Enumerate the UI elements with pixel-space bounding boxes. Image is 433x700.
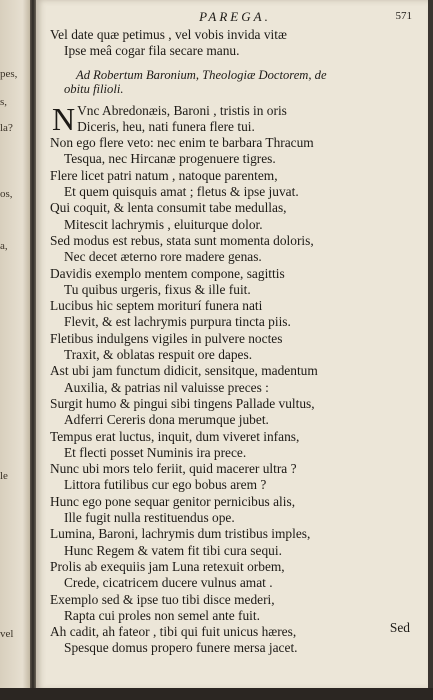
poem-line: Davidis exemplo mentem compone, sagittis <box>50 265 285 281</box>
poem-line: Hunc Regem & vatem fit tibi cura sequi. <box>64 542 282 558</box>
poem-line: Et quem quisquis amat ; fletus & ipse juvat. <box>64 184 299 200</box>
poem-opening <box>50 100 420 137</box>
poem-line: Vnc Abredonæis, Baroni , tristis in oris <box>77 102 287 118</box>
previous-page-edge <box>0 0 32 700</box>
poem-line: Traxit, & oblatas respuit ore dapes. <box>64 347 253 363</box>
poem-line: Exemplo sed & ipse tuo tibi disce mederi, <box>50 591 275 607</box>
previous-page-fragment: s, <box>0 96 8 108</box>
poem-lines <box>50 135 420 657</box>
bottom-shadow <box>0 688 433 700</box>
poem-heading <box>50 68 420 97</box>
heading-line: Ad Robertum Baronium, Theologiæ Doctorem, de <box>76 67 327 82</box>
previous-page-fragment: pes, <box>0 68 18 80</box>
opening-lines <box>50 27 420 60</box>
previous-page-fragment: vel <box>0 628 14 640</box>
poem-line: Ah cadit, ah fateor , tibi qui fuit unicus hæres, <box>50 624 297 640</box>
poem-line: Prolis ab exequiis jam Luna retexuit orbem, <box>50 558 285 574</box>
poem-line: Diceris, heu, nati funera flere tui. <box>77 118 255 134</box>
poem-line: Flevit, & est lachrymis purpura tincta piis. <box>64 314 291 330</box>
poem-line: Qui coquit, & lenta consumit tabe medullas, <box>50 200 287 216</box>
verse-line: Vel date quæ petimus , vel vobis invida vitæ <box>50 27 287 42</box>
poem-line: Spesque domus propero funere mersa jacet. <box>64 640 298 656</box>
poem-line: Auxilia, & patrias nil valuisse preces : <box>64 379 269 395</box>
poem-line: Rapta cui proles non semel ante fuit. <box>64 607 260 623</box>
catchword: Sed <box>389 620 410 635</box>
poem-line: Surgit humo & pingui sibi tingens Pallade vultus, <box>50 395 315 411</box>
poem-line: Non ego flere veto: nec enim te barbara Thracum <box>50 135 314 151</box>
poem-line: Adferri Cereris dona merumque jubet. <box>64 412 269 428</box>
poem-line: Hunc ego pone sequar genitor pernicibus alis, <box>50 493 296 509</box>
poem-body <box>50 100 420 657</box>
page-header <box>56 9 414 27</box>
running-head: PAREGA. <box>199 9 271 24</box>
poem-line: Crede, cicatricem ducere vulnus amat . <box>64 575 273 591</box>
poem-line: Tempus erat luctus, inquit, dum viveret infans, <box>50 428 300 444</box>
previous-page-fragment: la? <box>0 122 13 134</box>
poem-line: Sed modus est rebus, stata sunt momenta doloris, <box>50 232 314 248</box>
poem-line: Nec decet æterno rore madere genas. <box>64 249 262 265</box>
heading-line: obitu filioli. <box>64 82 124 97</box>
poem-line: Lumina, Baroni, lachrymis dum tristibus imples, <box>50 526 311 542</box>
poem-line: Littora futilibus cur ego bobus arem ? <box>64 477 267 493</box>
poem-line: Lucibus hic septem moriturí funera nati <box>50 298 263 314</box>
poem-line: Mitescit lachrymis , eluiturque dolor. <box>64 216 263 232</box>
previous-page-fragment: a, <box>0 240 8 252</box>
poem-line: Et flecti posset Numinis ira prece. <box>64 444 247 460</box>
book-page <box>36 0 428 690</box>
poem-line: Tesqua, nec Hircanæ progenuere tigres. <box>64 151 276 167</box>
poem-line: Ast ubi jam functum didicit, sensitque, madentum <box>50 363 318 379</box>
page-text <box>50 27 420 657</box>
poem-line: Fletibus indulgens vigiles in pulvere noctes <box>50 330 283 346</box>
page-number: 571 <box>395 10 412 22</box>
poem-line: Nunc ubi mors telo feriit, quid macerer ultra ? <box>50 461 297 477</box>
verse-line: Ipse meâ cogar fila secare manu. <box>64 43 240 59</box>
previous-page-fragment: le <box>0 470 8 482</box>
drop-cap: N <box>52 100 76 137</box>
previous-page-fragment: os, <box>0 188 13 200</box>
poem-line: Tu quibus urgeris, fixus & ille fuit. <box>64 281 251 297</box>
poem-line: Ille fugit nulla restituendus ope. <box>64 510 235 526</box>
poem-line: Flere licet patri natum , natoque parentem, <box>50 167 278 183</box>
